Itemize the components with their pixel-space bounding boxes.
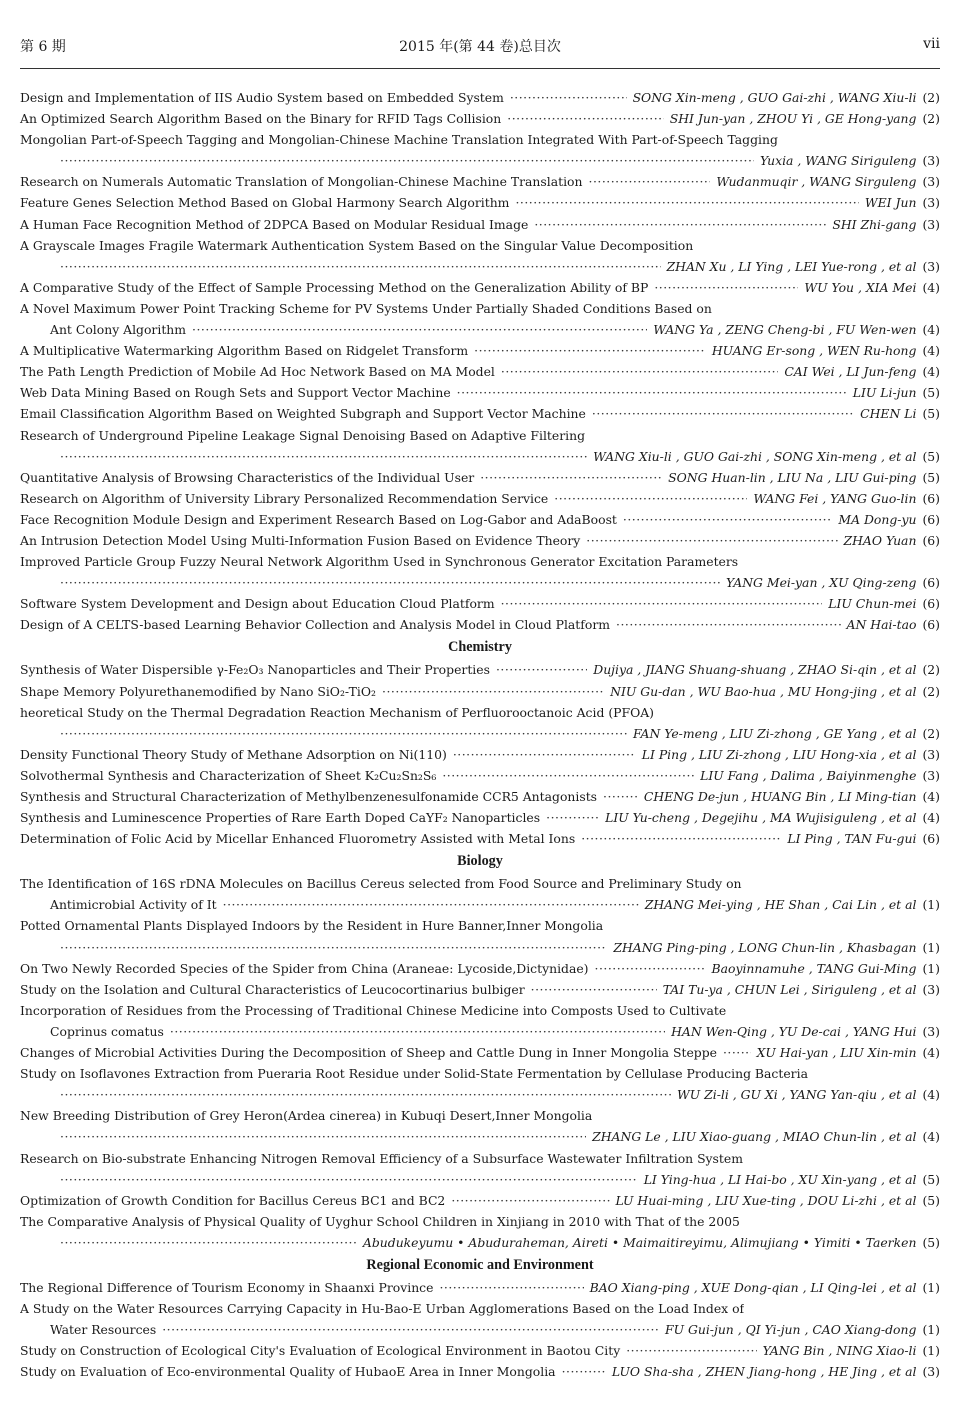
entry-issue: (1)	[922, 1343, 940, 1359]
entry-authors: LIU Fang , Dalima , Baiyinmenghe	[700, 767, 917, 783]
entry-title: Incorporation of Residues from the Processing of Traditional Chinese Medicine into Composts Used to Cultivate	[20, 1002, 727, 1018]
toc-entry	[20, 1361, 940, 1382]
toc-entry	[20, 807, 940, 828]
entry-authors: Wudanmuqir , WANG Sirguleng	[716, 174, 917, 190]
dot-leader	[595, 958, 706, 979]
entry-issue: (2)	[922, 725, 940, 741]
dot-leader	[60, 446, 587, 467]
entry-authors: LIU Yu-cheng , Degejihu , MA Wujisiguleng , et al	[605, 810, 917, 826]
entry-authors: ZHAN Xu , LI Ying , LEI Yue-rong , et al	[666, 258, 917, 274]
entry-title-line	[20, 1000, 940, 1021]
entry-title: Design and Implementation of IIS Audio System based on Embedded System	[20, 90, 504, 105]
entry-authors: WU You , XIA Mei	[804, 279, 917, 295]
dot-leader	[723, 1042, 751, 1063]
header-rule	[20, 68, 940, 69]
page-number: ⅶ	[923, 36, 940, 52]
entry-issue: (2)	[922, 111, 940, 127]
entry-issue: (5)	[922, 1171, 940, 1187]
entry-issue: (3)	[922, 216, 940, 232]
toc-list	[20, 87, 940, 1382]
entry-title: Potted Ornamental Plants Displayed Indoors by the Resident in Hure Banner,Inner Mongolia	[20, 918, 604, 934]
entry-authors: WANG Ya , ZENG Cheng-bi , FU Wen-wen	[653, 322, 917, 338]
entry-issue: (1)	[922, 939, 940, 955]
entry-title: Density Functional Theory Study of Methane Adsorption on Ni(110)	[20, 746, 447, 762]
entry-issue: (6)	[922, 532, 940, 548]
toc-entry	[20, 340, 940, 361]
entry-title: The Identification of 16S rDNA Molecules on Bacillus Cereus selected from Food Source and Preliminary Study on	[20, 876, 742, 892]
entry-issue: (3)	[922, 1364, 940, 1380]
entry-title: Solvothermal Synthesis and Characterization of Sheet K₂Cu₂Sn₂S₆	[20, 767, 437, 783]
entry-issue: (1)	[922, 960, 940, 976]
entry-issue: (6)	[922, 831, 940, 847]
entry-authors: CAI Wei , LI Jun-feng	[784, 364, 917, 380]
entry-title-line	[20, 1148, 940, 1169]
entry-title: A Human Face Recognition Method of 2DPCA Based on Modular Residual Image	[20, 216, 529, 232]
entry-title-line	[20, 129, 940, 150]
entry-authors-line	[20, 446, 940, 467]
dot-leader	[453, 744, 636, 765]
entry-issue: (4)	[922, 364, 940, 380]
entry-title: Ant Colony Algorithm	[50, 322, 187, 338]
dot-leader	[654, 277, 798, 298]
entry-title: Research on Bio-substrate Enhancing Nitrogen Removal Efficiency of a Subsurface Wastewater Infiltration System	[20, 1150, 743, 1166]
section-heading: Biology	[457, 853, 503, 870]
entry-authors: Baoyinnamuhe , TANG Gui-Ming	[711, 960, 917, 976]
toc-entry	[20, 1042, 940, 1063]
entry-title: Synthesis and Luminescence Properties of Rare Earth Doped CaYF₂ Nanoparticles	[20, 810, 541, 826]
toc-entry	[20, 319, 940, 340]
dot-leader	[626, 1340, 756, 1361]
entry-authors: WANG Xiu-li , GUO Gai-zhi , SONG Xin-meng , et al	[593, 448, 917, 464]
entry-title: Antimicrobial Activity of It	[50, 897, 217, 913]
entry-issue: (3)	[922, 767, 940, 783]
entry-authors: LI Ping , TAN Fu-gui	[787, 831, 917, 847]
dot-leader	[501, 361, 778, 382]
entry-title: The Regional Difference of Tourism Economy in Shaanxi Province	[20, 1279, 434, 1295]
dot-leader	[592, 403, 854, 424]
entry-issue: (4)	[922, 279, 940, 295]
entry-issue: (2)	[922, 683, 940, 699]
section-heading: Regional Economic and Environment	[366, 1256, 594, 1273]
toc-entry	[20, 87, 940, 108]
dot-leader	[581, 828, 781, 849]
entry-title-line	[20, 873, 940, 894]
entry-issue: (1)	[922, 897, 940, 913]
entry-authors: WEI Jun	[864, 195, 917, 211]
entry-title: An Optimized Search Algorithm Based on the Binary for RFID Tags Collision	[20, 111, 502, 127]
entry-title-line	[20, 1063, 940, 1084]
entry-title-line	[20, 1105, 940, 1126]
entry-issue: (5)	[922, 469, 940, 485]
toc-entry	[20, 744, 940, 765]
dot-leader	[162, 1319, 659, 1340]
entry-authors: ZHANG Le , LIU Xiao-guang , MIAO Chun-lin , et al	[592, 1129, 917, 1145]
entry-title: Study on Isoflavones Extraction from Pueraria Root Residue under Solid-State Fermentation by Cellulase Producing Bacteria	[20, 1066, 808, 1082]
toc-entry	[20, 1340, 940, 1361]
entry-issue: (3)	[922, 195, 940, 211]
toc-entry	[20, 108, 940, 129]
toc-entry	[20, 593, 940, 614]
dot-leader	[60, 572, 720, 593]
toc-entry	[20, 958, 940, 979]
entry-authors-line	[20, 937, 940, 958]
entry-issue: (5)	[922, 1234, 940, 1250]
entry-authors: ZHANG Mei-ying , HE Shan , Cai Lin , et al	[644, 897, 917, 913]
entry-title: A Novel Maximum Power Point Tracking Scheme for PV Systems Under Partially Shaded Conditions Based on	[20, 300, 712, 316]
entry-title: Shape Memory Polyurethanemodified by Nano SiO₂-TiO₂	[20, 683, 377, 699]
entry-authors: Abudukeyumu • Abuduraheman, Aireti • Maimaitireyimu, Alimujiang • Yimiti • Taerken	[362, 1234, 917, 1250]
toc-entry	[20, 681, 940, 702]
entry-issue: (1)	[922, 1279, 940, 1295]
entry-title: Research on Algorithm of University Library Personalized Recommendation Service	[20, 490, 549, 506]
entry-authors: YANG Mei-yan , XU Qing-zeng	[726, 575, 917, 591]
entry-title: Design of A CELTS-based Learning Behavior Collection and Analysis Model in Cloud Platform	[20, 617, 611, 633]
dot-leader	[554, 488, 747, 509]
toc-entry	[20, 509, 940, 530]
entry-authors-line	[20, 572, 940, 593]
dot-leader	[616, 614, 841, 635]
entry-title: A Comparative Study of the Effect of Sample Processing Method on the Generalization Ability of BP	[20, 279, 649, 295]
entry-authors-line	[20, 1169, 940, 1190]
entry-issue: (6)	[922, 575, 940, 591]
entry-title: The Path Length Prediction of Mobile Ad Hoc Network Based on MA Model	[20, 364, 495, 380]
entry-authors-line	[20, 1232, 940, 1253]
entry-issue: (2)	[922, 662, 940, 678]
dot-leader	[60, 1232, 357, 1253]
entry-title: Optimization of Growth Condition for Bacillus Cereus BC1 and BC2	[20, 1192, 446, 1208]
entry-title: Study on Evaluation of Eco-environmental Quality of HubaoE Area in Inner Mongolia	[20, 1364, 556, 1380]
entry-issue: (3)	[922, 258, 940, 274]
entry-issue: (3)	[922, 153, 940, 169]
entry-authors: LIU Li-jun	[852, 385, 917, 401]
entry-authors: FAN Ye-meng , LIU Zi-zhong , GE Yang , et al	[632, 725, 917, 741]
entry-title: A Grayscale Images Fragile Watermark Authentication System Based on the Singular Value Decomposition	[20, 237, 694, 253]
entry-issue: (4)	[922, 810, 940, 826]
entry-authors: SHI Zhi-gang	[832, 216, 917, 232]
entry-title: Improved Particle Group Fuzzy Neural Network Algorithm Used in Synchronous Generator Excitation Parameters	[20, 554, 739, 570]
entry-title: Face Recognition Module Design and Experiment Research Based on Log-Gabor and AdaBoost	[20, 511, 617, 527]
entry-title: Changes of Microbial Activities During the Decomposition of Sheep and Cattle Dung in Inner Mongolia Steppe	[20, 1045, 717, 1061]
toc-entry	[20, 171, 940, 192]
entry-title-line	[20, 1211, 940, 1232]
toc-entry	[20, 277, 940, 298]
toc-entry	[20, 894, 940, 915]
entry-title: Study on Construction of Ecological City's Evaluation of Ecological Environment in Baotou City	[20, 1343, 621, 1359]
dot-leader	[439, 1277, 583, 1298]
toc-entry	[20, 467, 940, 488]
entry-authors: HAN Wen-Qing , YU De-cai , YANG Hui	[671, 1023, 917, 1039]
entry-authors: SONG Huan-lin , LIU Na , LIU Gui-ping	[668, 469, 917, 485]
entry-title: Quantitative Analysis of Browsing Characteristics of the Individual User	[20, 469, 475, 485]
dot-leader	[507, 108, 664, 129]
entry-authors: SHI Jun-yan , ZHOU Yi , GE Hong-yang	[669, 111, 917, 127]
dot-leader	[586, 530, 837, 551]
dot-leader	[474, 340, 706, 361]
dot-leader	[60, 723, 627, 744]
page-header	[20, 36, 940, 60]
entry-issue: (5)	[922, 385, 940, 401]
entry-issue: (4)	[922, 789, 940, 804]
dot-leader	[60, 256, 661, 277]
dot-leader	[60, 1169, 638, 1190]
page-title: 2015 年(第 44 卷)总目次	[399, 39, 561, 55]
toc-entry	[20, 765, 940, 786]
entry-issue: (2)	[922, 90, 940, 105]
entry-title: New Breeding Distribution of Grey Heron(Ardea cinerea) in Kubuqi Desert,Inner Mongolia	[20, 1108, 593, 1124]
entry-title: heoretical Study on the Thermal Degradation Reaction Mechanism of Perfluorooctanoic Acid (PFOA)	[20, 704, 655, 720]
entry-title: Email Classification Algorithm Based on Weighted Subgraph and Support Vector Machine	[20, 406, 586, 422]
entry-title: Feature Genes Selection Method Based on Global Harmony Search Algorithm	[20, 195, 510, 211]
entry-title: The Comparative Analysis of Physical Quality of Uyghur School Children in Xinjiang in 2010 with That of the 2005	[20, 1213, 740, 1229]
entry-authors: LI Ping , LIU Zi-zhong , LIU Hong-xia , et al	[641, 746, 917, 762]
entry-title: On Two Newly Recorded Species of the Spider from China (Araneae: Lycoside,Dictynidae)	[20, 960, 589, 976]
toc-entry	[20, 614, 940, 635]
entry-title: Software System Development and Design about Education Cloud Platform	[20, 596, 495, 612]
entry-issue: (4)	[922, 1087, 940, 1103]
entry-authors: WU Zi-li , GU Xi , YANG Yan-qiu , et al	[677, 1087, 917, 1103]
toc-entry	[20, 1021, 940, 1042]
toc-entry	[20, 979, 940, 1000]
entry-authors: LIU Chun-mei	[828, 596, 917, 612]
toc-entry	[20, 659, 940, 680]
entry-authors: XU Hai-yan , LIU Xin-min	[756, 1045, 917, 1061]
entry-title-line	[20, 298, 940, 319]
entry-title: Synthesis and Structural Characterization of Methylbenzenesulfonamide CCR5 Antagonists	[20, 789, 598, 804]
entry-authors: YANG Bin , NING Xiao-li	[762, 1343, 917, 1359]
toc-entry	[20, 1277, 940, 1298]
entry-authors: WANG Fei , YANG Guo-lin	[753, 490, 917, 506]
entry-title: Research on Numerals Automatic Translation of Mongolian-Chinese Machine Translation	[20, 174, 583, 190]
toc-entry	[20, 382, 940, 403]
dot-leader	[480, 467, 662, 488]
entry-authors-line	[20, 1126, 940, 1147]
entry-authors: LI Ying-hua , LI Hai-bo , XU Xin-yang , et al	[643, 1171, 917, 1187]
dot-leader	[223, 894, 639, 915]
entry-authors: Dujiya , JIANG Shuang-shuang , ZHAO Si-qin , et al	[593, 662, 917, 678]
dot-leader	[382, 681, 604, 702]
dot-leader	[60, 150, 754, 171]
entry-title-line	[20, 915, 940, 936]
entry-title-line	[20, 425, 940, 446]
entry-issue: (1)	[922, 1322, 940, 1338]
toc-entry	[20, 214, 940, 235]
toc-entry	[20, 361, 940, 382]
entry-title-line	[20, 551, 940, 572]
dot-leader	[496, 659, 587, 680]
entry-authors: Yuxia , WANG Siriguleng	[760, 153, 917, 169]
entry-authors: CHENG De-jun , HUANG Bin , LI Ming-tian	[643, 789, 917, 804]
entry-title-line	[20, 702, 940, 723]
entry-authors-line	[20, 723, 940, 744]
dot-leader	[451, 1190, 609, 1211]
entry-authors: HUANG Er-song , WEN Ru-hong	[711, 343, 917, 359]
entry-issue: (6)	[922, 490, 940, 506]
toc-entry	[20, 530, 940, 551]
entry-authors: NIU Gu-dan , WU Bao-hua , MU Hong-jing , et al	[610, 683, 917, 699]
entry-title: A Multiplicative Watermarking Algorithm Based on Ridgelet Transform	[20, 343, 469, 359]
toc-entry	[20, 403, 940, 424]
dot-leader	[60, 1084, 671, 1105]
entry-title: Determination of Folic Acid by Micellar Enhanced Fluorometry Assisted with Metal Ions	[20, 831, 576, 847]
entry-authors-line	[20, 1084, 940, 1105]
entry-authors: FU Gui-jun , QI Yi-jun , CAO Xiang-dong	[664, 1322, 917, 1338]
entry-authors: LU Huai-ming , LIU Xue-ting , DOU Li-zhi , et al	[615, 1192, 917, 1208]
dot-leader	[510, 87, 627, 108]
dot-leader	[562, 1361, 606, 1382]
entry-issue: (4)	[922, 1129, 940, 1145]
section-heading: Chemistry	[448, 639, 512, 656]
entry-issue: (4)	[922, 1045, 940, 1061]
entry-issue: (5)	[922, 1192, 940, 1208]
entry-authors: BAO Xiang-ping , XUE Dong-qian , LI Qing-lei , et al	[589, 1279, 917, 1295]
entry-issue: (5)	[922, 448, 940, 464]
toc-entry	[20, 786, 940, 807]
dot-leader	[170, 1021, 665, 1042]
entry-authors-line	[20, 256, 940, 277]
entry-title: Synthesis of Water Dispersible γ-Fe₂O₃ Nanoparticles and Their Properties	[20, 662, 490, 678]
toc-entry	[20, 488, 940, 509]
entry-authors-line	[20, 150, 940, 171]
entry-authors: CHEN Li	[860, 406, 917, 422]
entry-issue: (3)	[922, 981, 940, 997]
entry-authors: TAI Tu-ya , CHUN Lei , Siriguleng , et al	[662, 981, 917, 997]
entry-title: Coprinus comatus	[50, 1023, 164, 1039]
entry-title: A Study on the Water Resources Carrying Capacity in Hu-Bao-E Urban Agglomerations Based on the Load Index of	[20, 1301, 745, 1317]
entry-authors: SONG Xin-meng , GUO Gai-zhi , WANG Xiu-li	[632, 90, 917, 105]
dot-leader	[623, 509, 832, 530]
entry-authors: MA Dong-yu	[838, 511, 917, 527]
dot-leader	[457, 382, 847, 403]
entry-issue: (3)	[922, 1023, 940, 1039]
entry-title-line	[20, 235, 940, 256]
entry-issue: (6)	[922, 617, 940, 633]
dot-leader	[531, 979, 657, 1000]
dot-leader	[603, 786, 638, 807]
entry-title: Study on the Isolation and Cultural Characteristics of Leucocortinarius bulbiger	[20, 981, 525, 997]
toc-entry	[20, 828, 940, 849]
entry-title: Water Resources	[50, 1322, 157, 1338]
entry-authors: ZHANG Ping-ping , LONG Chun-lin , Khasbagan	[613, 939, 917, 955]
dot-leader	[501, 593, 823, 614]
entry-title: Research of Underground Pipeline Leakage Signal Denoising Based on Adaptive Filtering	[20, 427, 586, 443]
entry-title: Mongolian Part-of-Speech Tagging and Mongolian-Chinese Machine Translation Integrated With Part-of-Speech Tagging	[20, 132, 778, 148]
entry-issue: (6)	[922, 596, 940, 612]
issue-number: 第 6 期	[20, 39, 66, 55]
entry-issue: (4)	[922, 322, 940, 338]
dot-leader	[515, 192, 858, 213]
toc-entry	[20, 1319, 940, 1340]
dot-leader	[60, 937, 607, 958]
dot-leader	[192, 319, 647, 340]
entry-authors: AN Hai-tao	[846, 617, 917, 633]
entry-title: An Intrusion Detection Model Using Multi-Information Fusion Based on Evidence Theory	[20, 532, 581, 548]
entry-authors: ZHAO Yuan	[843, 532, 917, 548]
toc-entry	[20, 192, 940, 213]
entry-issue: (3)	[922, 746, 940, 762]
entry-issue: (6)	[922, 511, 940, 527]
dot-leader	[589, 171, 711, 192]
dot-leader	[546, 807, 599, 828]
entry-title: Web Data Mining Based on Rough Sets and Support Vector Machine	[20, 385, 451, 401]
entry-issue: (3)	[922, 174, 940, 190]
entry-authors: LUO Sha-sha , ZHEN Jiang-hong , HE Jing , et al	[611, 1364, 917, 1380]
entry-issue: (4)	[922, 343, 940, 359]
entry-issue: (5)	[922, 406, 940, 422]
dot-leader	[60, 1126, 586, 1147]
toc-entry	[20, 1190, 940, 1211]
entry-title-line	[20, 1298, 940, 1319]
dot-leader	[534, 214, 826, 235]
dot-leader	[442, 765, 694, 786]
